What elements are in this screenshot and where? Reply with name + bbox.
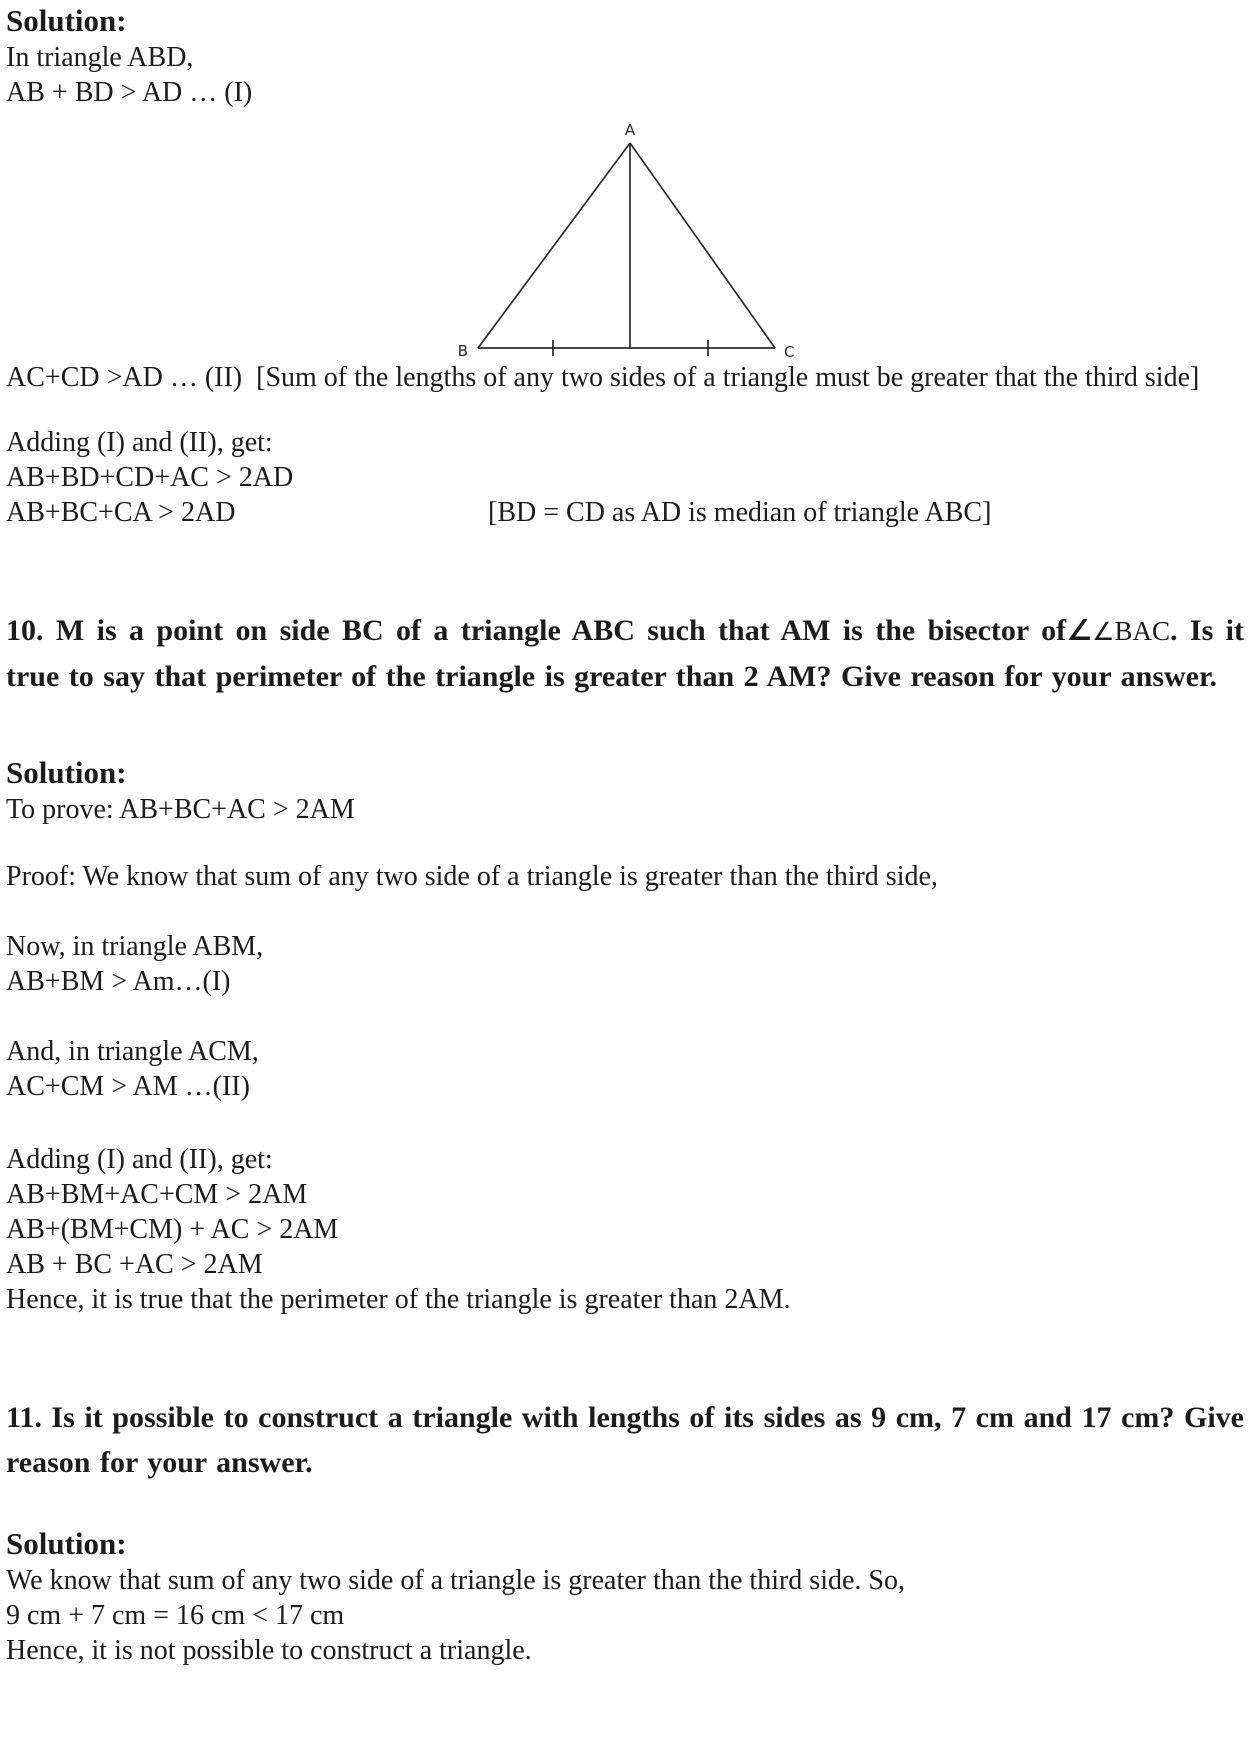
equation-result-1 bbox=[6, 495, 1244, 530]
equation-ii-paragraph bbox=[6, 360, 1244, 395]
median-note: [BD = CD as AD is median of triangle ABC] bbox=[488, 497, 992, 528]
side-ac bbox=[630, 143, 775, 348]
solution11-line3: Hence, it is not possible to construct a triangle. bbox=[6, 1635, 532, 1666]
equation-ii: AC+CD >AD … (II) bbox=[6, 362, 243, 393]
adding-line-1: Adding (I) and (II), get: bbox=[6, 427, 273, 458]
proof-line: Proof: We know that sum of any two side of a triangle is greater than the third side, bbox=[6, 861, 938, 892]
equation-sum-2: AB+BM+AC+CM > 2AM bbox=[6, 1179, 308, 1210]
angle-bac-label: BAC bbox=[1114, 616, 1171, 646]
solution11-line1: We know that sum of any two side of a triangle is greater than the third side. So, bbox=[6, 1565, 905, 1596]
equation-perimeter: AB + BC +AC > 2AM bbox=[6, 1249, 263, 1280]
to-prove-line: To prove: AB+BC+AC > 2AM bbox=[6, 794, 355, 825]
spacer bbox=[6, 395, 1244, 425]
adding-line-2: Adding (I) and (II), get: bbox=[6, 1144, 273, 1175]
question-10 bbox=[6, 608, 1244, 699]
now-triangle-abm-line: Now, in triangle ABM, bbox=[6, 931, 264, 962]
solution-heading-1: Solution: bbox=[6, 3, 127, 38]
spacer bbox=[6, 999, 1244, 1034]
label-a: A bbox=[624, 121, 636, 139]
equation-sum-1: AB+BD+CD+AC > 2AD bbox=[6, 462, 294, 493]
question-11: 11. Is it possible to construct a triangle with lengths of its sides as 9 cm, 7 cm and 17 cm? Give reason for your answer. bbox=[6, 1401, 1244, 1479]
spacer bbox=[6, 699, 1244, 754]
question-10-part2: . Is it true to say that perimeter of the triangle is greater than 2 AM? Give reason for your answer. bbox=[6, 614, 1244, 693]
triangle-inequality-note: [Sum of the lengths of any two sides of a triangle must be greater that the third side] bbox=[256, 362, 1200, 393]
question-10-part1: 10. M is a point on side BC of a triangle ABC such that AM is the bisector of bbox=[6, 614, 1067, 647]
solution1-line2: AB + BD > AD … (I) bbox=[6, 77, 253, 108]
label-b: B bbox=[457, 342, 468, 360]
and-triangle-acm-line: And, in triangle ACM, bbox=[6, 1036, 259, 1067]
solution11-line2: 9 cm + 7 cm = 16 cm < 17 cm bbox=[6, 1600, 345, 1631]
spacer bbox=[6, 1317, 1244, 1395]
side-ab bbox=[478, 143, 630, 348]
solution-heading-2: Solution: bbox=[6, 755, 127, 790]
equation-result-text: AB+BC+CA > 2AD bbox=[6, 497, 236, 528]
angle-icon: ∠ bbox=[1066, 613, 1093, 647]
spacer bbox=[6, 1485, 1244, 1525]
equation-abm: AB+BM > Am…(I) bbox=[6, 966, 231, 997]
spacer bbox=[6, 894, 1244, 929]
conclusion-10: Hence, it is true that the perimeter of the triangle is greater than 2AM. bbox=[6, 1284, 791, 1315]
solution-heading-3: Solution: bbox=[6, 1526, 127, 1561]
triangle-abc-svg bbox=[6, 110, 1244, 360]
equation-grouped: AB+(BM+CM) + AC > 2AM bbox=[6, 1214, 339, 1245]
solution1-line1: In triangle ABD, bbox=[6, 42, 194, 73]
angle-icon: ∠ bbox=[1092, 617, 1115, 646]
spacer bbox=[6, 827, 1244, 859]
spacer bbox=[6, 1104, 1244, 1142]
label-c: C bbox=[784, 343, 795, 360]
equation-acm: AC+CM > AM …(II) bbox=[6, 1071, 250, 1102]
spacer bbox=[6, 530, 1244, 608]
triangle-diagram bbox=[6, 110, 1244, 360]
